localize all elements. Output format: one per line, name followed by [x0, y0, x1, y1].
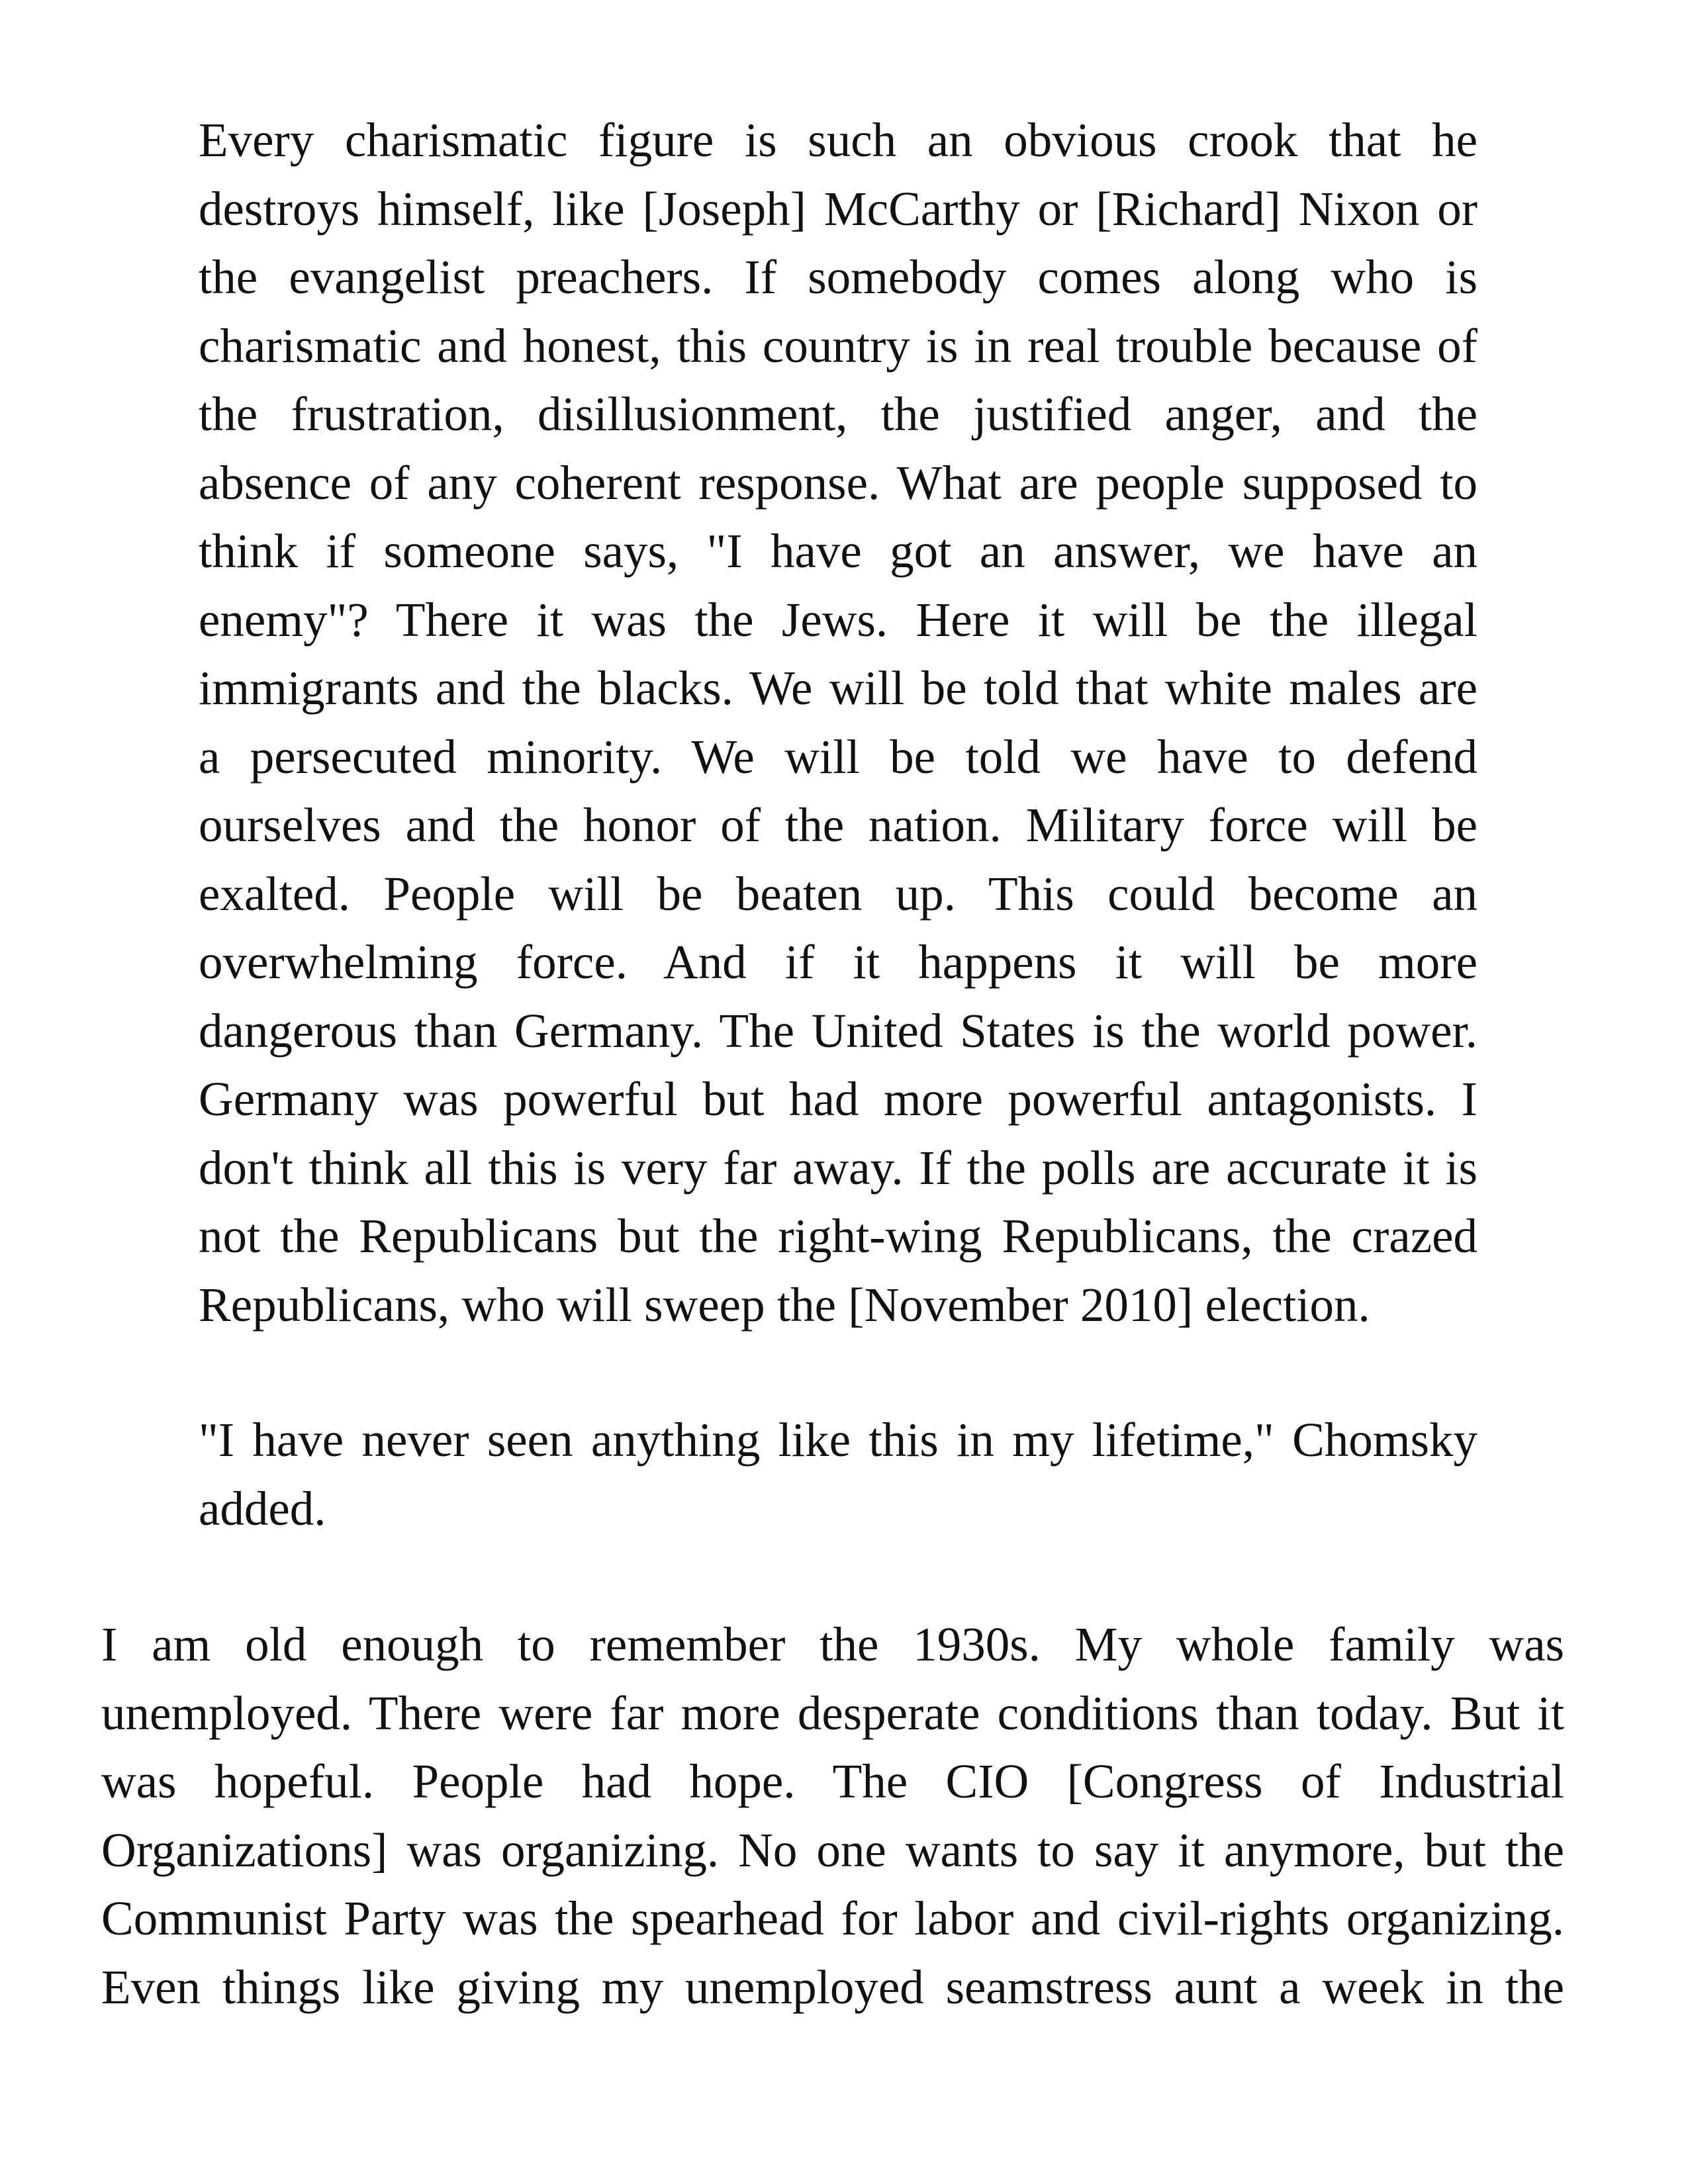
- body-line: Organizations] was organizing. No one wants to say it anymore, but the: [101, 1823, 1564, 1877]
- quote-line: destroys himself, like [Joseph] McCarthy or [Richard] Nixon or: [199, 181, 1477, 236]
- quote-line: ourselves and the honor of the nation. Military force will be: [199, 798, 1477, 852]
- block-quote: [199, 106, 1477, 1339]
- quote-line: enemy"? There it was the Jews. Here it will be the illegal: [199, 592, 1477, 647]
- quote-line: Republicans, who will sweep the [November 2010] election.: [199, 1277, 1370, 1332]
- quote-line: the frustration, disillusionment, the justified anger, and the: [199, 387, 1477, 441]
- body-line: I am old enough to remember the 1930s. My whole family was: [101, 1617, 1564, 1671]
- quote-line: not the Republicans but the right-wing Republicans, the crazed: [199, 1209, 1477, 1263]
- quote-line: Germany was powerful but had more powerful antagonists. I: [199, 1072, 1477, 1126]
- quote-line: immigrants and the blacks. We will be told that white males are: [199, 661, 1477, 715]
- body-line: was hopeful. People had hope. The CIO [Congress of Industrial: [101, 1754, 1564, 1808]
- quote-line: exalted. People will be beaten up. This could become an: [199, 866, 1477, 921]
- quote-line: think if someone says, "I have got an answer, we have an: [199, 524, 1477, 578]
- attribution-line: added.: [199, 1481, 326, 1535]
- quote-line: charismatic and honest, this country is in real trouble because of: [199, 318, 1477, 373]
- body-line: Even things like giving my unemployed seamstress aunt a week in the: [101, 1960, 1564, 2014]
- quote-line: the evangelist preachers. If somebody comes along who is: [199, 250, 1477, 304]
- quote-line: dangerous than Germany. The United States is the world power.: [199, 1003, 1477, 1058]
- body-paragraph: [101, 1610, 1564, 2021]
- attribution-line: "I have never seen anything like this in my lifetime," Chomsky: [199, 1413, 1477, 1467]
- quote-line: Every charismatic figure is such an obvious crook that he: [199, 113, 1477, 167]
- quote-attribution: [199, 1406, 1477, 1543]
- body-line: Communist Party was the spearhead for labor and civil-rights organizing.: [101, 1891, 1564, 1945]
- quote-line: absence of any coherent response. What are people supposed to: [199, 455, 1477, 510]
- quote-line: a persecuted minority. We will be told we have to defend: [199, 729, 1477, 784]
- quote-line: overwhelming force. And if it happens it will be more: [199, 935, 1477, 989]
- body-line: unemployed. There were far more desperate conditions than today. But it: [101, 1686, 1564, 1740]
- quote-line: don't think all this is very far away. If the polls are accurate it is: [199, 1140, 1477, 1195]
